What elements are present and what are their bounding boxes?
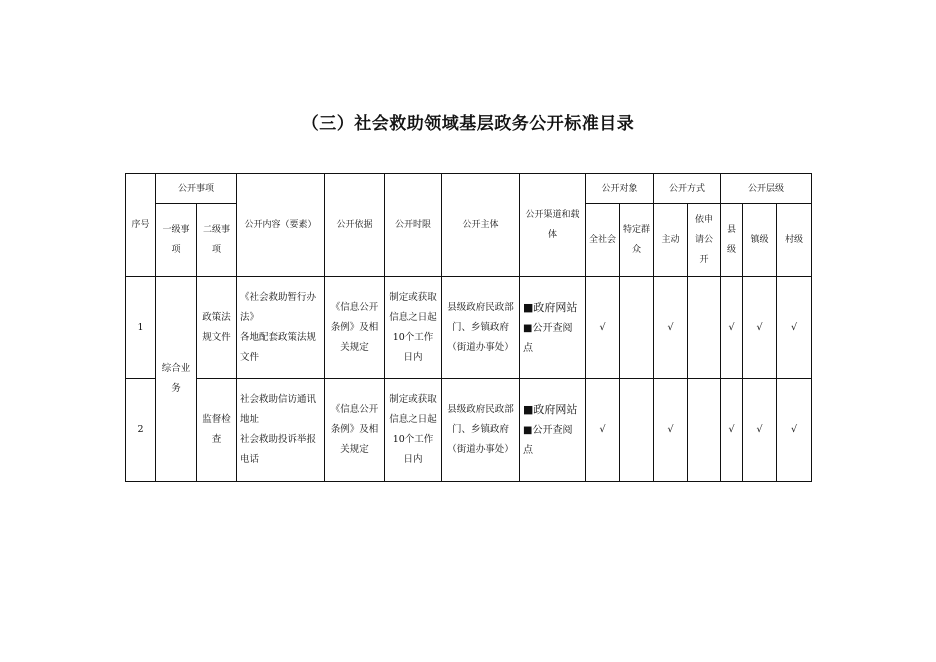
header-level-village: 村级 [777,204,812,277]
header-basis: 公开依据 [325,174,385,277]
header-level2: 二级事项 [197,204,237,277]
header-method-active: 主动 [654,204,688,277]
time-limit-cell: 制定或获取信息之日起10个工作日内 [385,277,442,379]
level2-item: 政策法规文件 [197,277,237,379]
channel-reading-point: ■公开查阅点 [523,322,573,354]
header-level: 公开层级 [721,174,812,204]
check-town: √ [743,379,777,482]
header-channel: 公开渠道和载体 [520,174,586,277]
time-limit-cell: 制定或获取信息之日起10个工作日内 [385,379,442,482]
page-title: （三）社会救助领域基层政务公开标准目录 [301,114,635,134]
table-row [126,277,812,379]
check-village: √ [777,277,812,379]
row-seq: 2 [126,379,156,482]
check-specific [620,277,654,379]
check-active: √ [654,277,688,379]
header-target-all: 全社会 [586,204,620,277]
header-row-1 [126,174,812,204]
check-county: √ [721,277,743,379]
content-cell [237,277,325,379]
channel-website: ■政府网站 [523,403,578,416]
level2-item: 监督检查 [197,379,237,482]
table-row [126,379,812,482]
header-time-limit: 公开时限 [385,174,442,277]
disclosure-catalog-table [125,173,812,482]
level1-item: 综合业务 [156,277,197,482]
header-content: 公开内容（要素） [237,174,325,277]
check-county: √ [721,379,743,482]
check-town: √ [743,277,777,379]
basis-cell: 《信息公开条例》及相关规定 [325,379,385,482]
channel-cell [520,277,586,379]
header-target: 公开对象 [586,174,654,204]
content-line: 社会救助信访通讯地址 [240,394,317,425]
check-active: √ [654,379,688,482]
channel-cell [520,379,586,482]
check-request [688,379,721,482]
content-line: 《社会救助暂行办法》 [240,291,317,323]
check-all: √ [586,277,620,379]
header-subject: 公开主体 [442,174,520,277]
header-method: 公开方式 [654,174,721,204]
header-level-town: 镇级 [743,204,777,277]
header-level1: 一级事项 [156,204,197,277]
content-line: 各地配套政策法规文件 [240,331,317,363]
channel-website: ■政府网站 [523,300,578,314]
check-village: √ [777,379,812,482]
header-method-request: 依申请公开 [688,204,721,277]
subject-cell: 县级政府民政部门、乡镇政府（街道办事处） [442,277,520,379]
header-seq: 序号 [126,174,156,277]
content-line: 社会救助投诉举报电话 [240,434,317,465]
check-request [688,277,721,379]
header-target-specific: 特定群众 [620,204,654,277]
header-level-county: 县级 [721,204,743,277]
content-cell [237,379,325,482]
row-seq: 1 [126,277,156,379]
basis-cell: 《信息公开条例》及相关规定 [325,277,385,379]
channel-reading-point: ■公开查阅点 [523,425,573,456]
subject-cell: 县级政府民政部门、乡镇政府（街道办事处） [442,379,520,482]
check-all: √ [586,379,620,482]
check-specific [620,379,654,482]
header-items: 公开事项 [156,174,237,204]
